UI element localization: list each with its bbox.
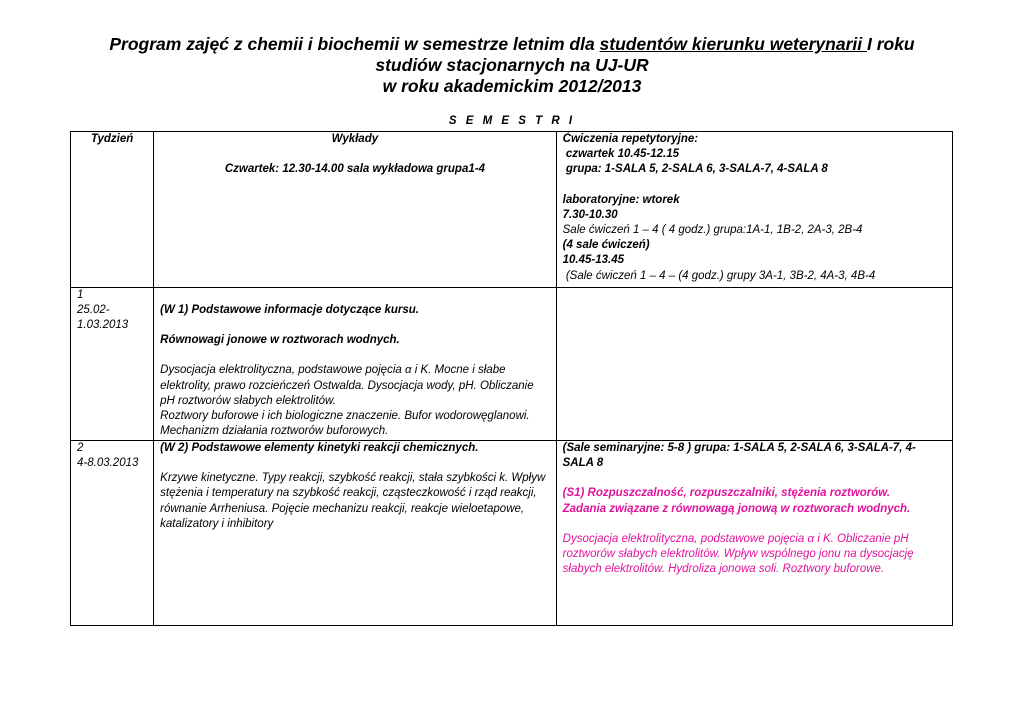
title-line-2: studiów stacjonarnych na UJ-UR [375, 55, 649, 75]
exercise-body: Dysocjacja elektrolityczna, podstawowe pojęcia α i K. Obliczanie pH roztworów słabych elektrolitów. Wpływ wspólnego jonu na dysocjację słabych elektrolitów. Hydroliza jonowa soli. Roztwory buforowe. [562, 532, 914, 576]
title-line-3: w roku akademickim 2012/2013 [382, 76, 642, 96]
week-cell [71, 288, 154, 441]
table-header-row [71, 132, 953, 288]
lab-rooms-1: Sale ćwiczeń 1 – 4 ( 4 godz.) grupa:1A-1, 1B-2, 2A-3, 2B-4 [562, 224, 863, 237]
header-week [71, 132, 154, 288]
lecture-body: Krzywe kinetyczne. Typy reakcji, szybkość reakcji, stała szybkości k. Wpływ stężenia i temperatury na szybkość reakcji, cząsteczkowość i rząd reakcji, równanie Arrheniusa. Pojęcie mechanizu reakcji, reakcje wieloetapowe, katalizatory i inhibitory [160, 472, 546, 530]
header-week-label: Tydzień [90, 133, 134, 145]
lab-time-2: 10.45-13.45 [562, 254, 625, 267]
title-line-1-underlined: studentów kierunku weterynarii [599, 34, 867, 54]
week-dates-end: 1.03.2013 [77, 319, 129, 332]
header-exercises [556, 132, 952, 288]
exercise-cell [556, 288, 952, 441]
lecture-cell [154, 288, 556, 441]
week-number: 1 [77, 289, 84, 301]
header-exercises-title: Ćwiczenia repetytoryjne: [562, 133, 699, 145]
exercise-subtitle: Zadania związane z równowagą jonową w roztworach wodnych. [562, 502, 911, 515]
lab-title: laboratoryjne: wtorek [562, 193, 680, 206]
exercise-rooms: (Sale seminaryjne: 5-8 ) grupa: 1-SALA 5, 2-SALA 6, 3-SALA-7, 4-SALA 8 [562, 442, 916, 470]
header-lectures-schedule: Czwartek: 12.30-14.00 sala wykładowa grupa1-4 [224, 163, 485, 176]
lab-note: (4 sale ćwiczeń) [562, 239, 650, 252]
header-lectures [154, 132, 556, 288]
schedule-table [70, 131, 953, 626]
week-dates: 4-8.03.2013 [77, 457, 139, 470]
table-row [71, 441, 953, 626]
lecture-title: (W 1) Podstawowe informacje dotyczące kursu. [160, 304, 419, 316]
lecture-title: (W 2) Podstawowe elementy kinetyki reakcji chemicznych. [160, 442, 479, 454]
exercise-title: (S1) Rozpuszczalność, rozpuszczalniki, stężenia roztworów. [562, 487, 891, 500]
header-exercises-groups: grupa: 1-SALA 5, 2-SALA 6, 3-SALA-7, 4-SALA 8 [562, 163, 828, 176]
lecture-body-2: Roztwory buforowe i ich biologiczne znaczenie. Bufor wodorowęglanowi. Mechanizm działania roztworów buforowych. [160, 410, 530, 438]
header-exercises-time: czwartek 10.45-12.15 [562, 148, 679, 161]
lab-rooms-2: (Sale ćwiczeń 1 – 4 – (4 godz.) grupy 3A-1, 3B-2, 4A-3, 4B-4 [562, 269, 876, 282]
week-cell [71, 441, 154, 626]
lecture-cell [154, 441, 556, 626]
lab-time-1: 7.30-10.30 [562, 208, 618, 221]
title-line-1 [40, 34, 984, 55]
header-lectures-title: Wykłady [331, 133, 379, 145]
table-row [71, 288, 953, 441]
lecture-body: Dysocjacja elektrolityczna, podstawowe pojęcia α i K. Mocne i słabe elektrolity, prawo rozcieńczeń Ostwalda. Dysocjacja wody, pH. Obliczanie pH roztworów słabych elektrolitów. [160, 364, 534, 407]
lecture-subtitle: Równowagi jonowe w roztworach wodnych. [160, 334, 400, 347]
week-dates-start: 25.02- [77, 304, 110, 317]
title-line-1-end: I roku [866, 34, 915, 54]
week-number: 2 [77, 442, 84, 454]
semester-heading: S E M E S T R I [448, 115, 576, 127]
title-line-1-start: Program zajęć z chemii i biochemii w semestrze letnim dla [109, 34, 600, 54]
document-title [40, 34, 984, 97]
exercise-cell [556, 441, 952, 626]
